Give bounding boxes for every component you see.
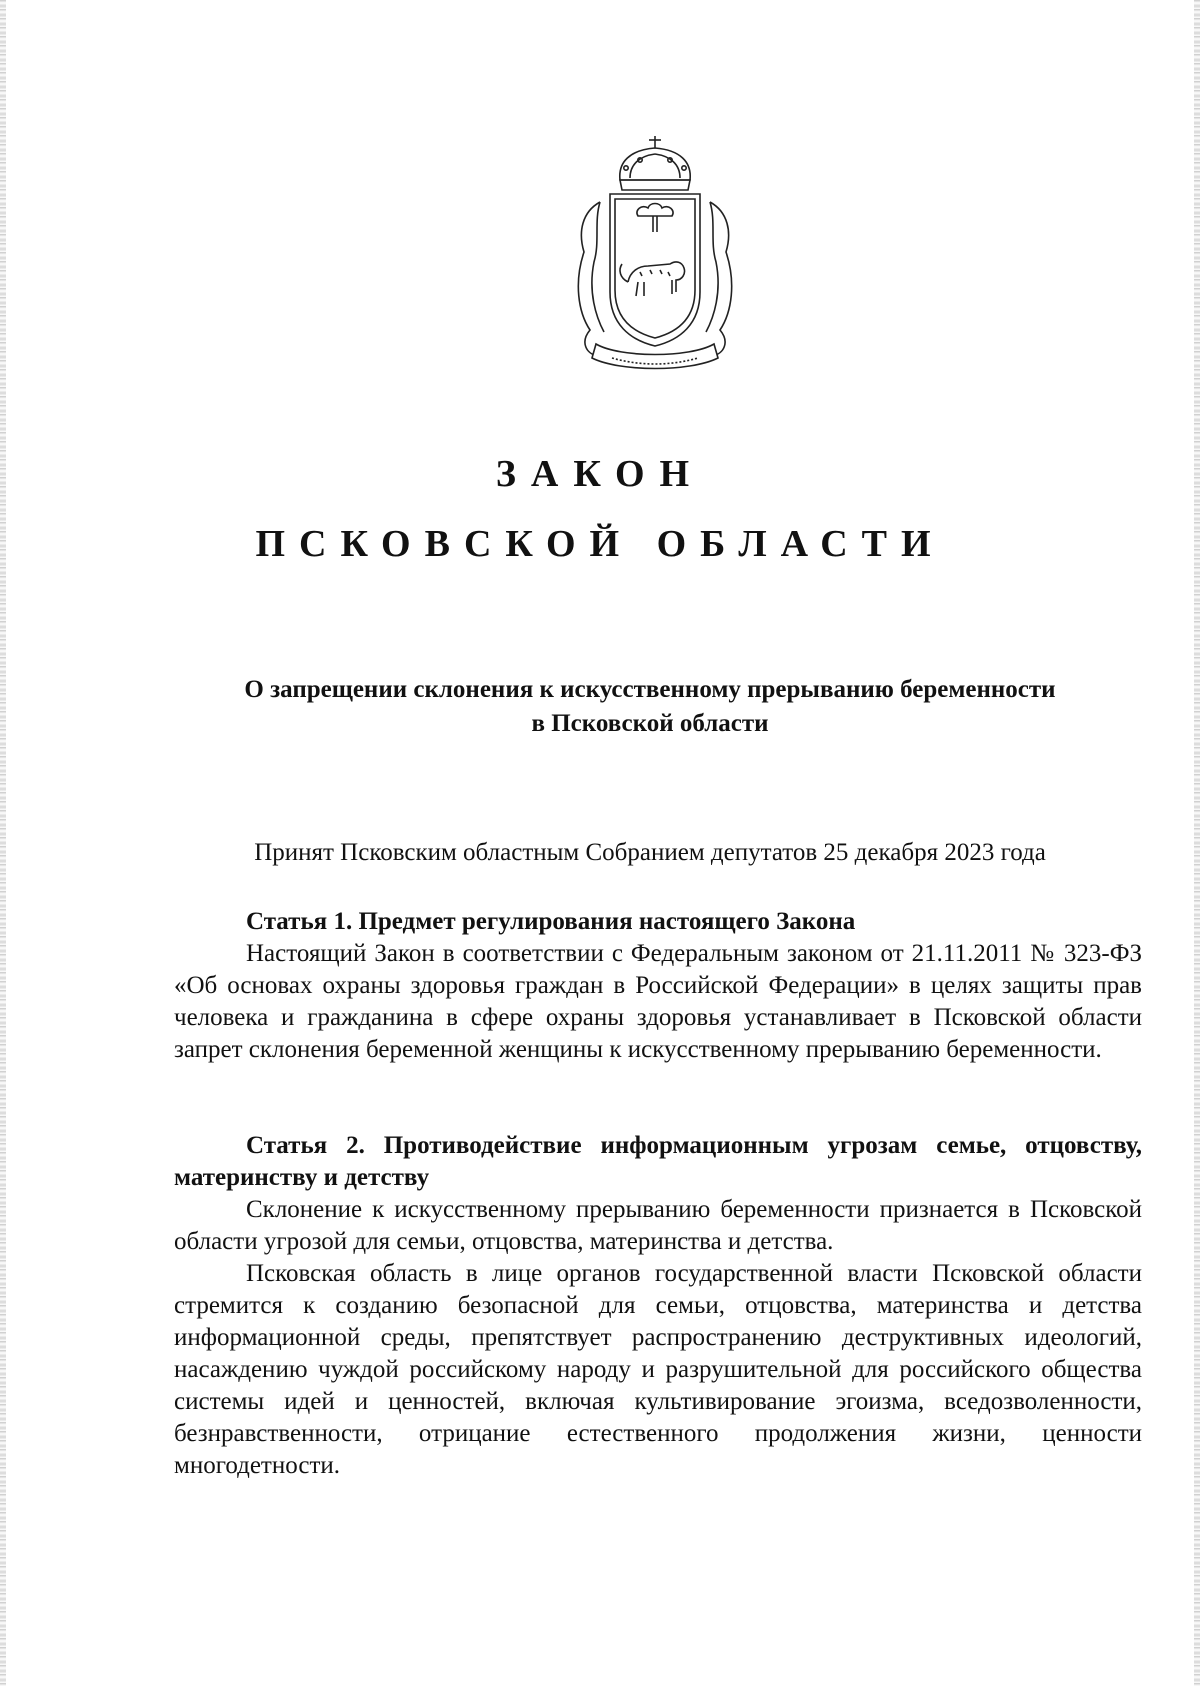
law-title: ЗАКОН: [495, 453, 705, 495]
article-1-title: Статья 1. Предмет регулирования настоящего Закона: [246, 908, 856, 935]
document-heading-line-1: О запрещении склонения к искусственному прерыванию беременности: [244, 676, 1056, 703]
article-1: [174, 906, 1142, 1066]
article-2-paragraph-1: Склонение к искусственному прерыванию беременности признается в Псковской области угрозой для семьи, отцовства, материнства и детства.: [174, 1196, 1142, 1255]
coat-of-arms-icon: [560, 132, 750, 378]
document-heading: [190, 673, 1110, 741]
page-scan-edge-left: [0, 0, 6, 1686]
article-2-title: Статья 2. Противодействие информационным угрозам семье, отцовству, материнству и детству: [174, 1132, 1142, 1191]
article-1-paragraph: Настоящий Закон в соответствии с Федеральным законом от 21.11.2011 № 323-ФЗ «Об основах охраны здоровья граждан в Российской Федерации» в целях защиты прав человека и гражданина в сфере охраны здоровья устанавливает в Псковской области запрет склонения беременной женщины к искусственному прерыванию беременности.: [174, 940, 1142, 1063]
article-2-paragraph-2: Псковская область в лице органов государственной власти Псковской области стремится к созданию безопасной для семьи, отцовства, материнства и детства информационной среды, препятствует распространению деструктивных идеологий, насаждению чуждой российскому народу и разрушительной для российского общества системы идей и ценностей, включая культивирование эгоизма, вседозволенности, безнравственности, отрицание естественного продолжения жизни, ценности многодетности.: [174, 1260, 1142, 1479]
page-scan-edge-right: [1194, 0, 1200, 1686]
region-title: ПСКОВСКОЙ ОБЛАСТИ: [255, 523, 945, 565]
document-heading-line-2: в Псковской области: [531, 710, 769, 737]
adoption-statement: Принят Псковским областным Собранием депутатов 25 декабря 2023 года: [254, 839, 1046, 866]
article-2: [174, 1130, 1142, 1482]
